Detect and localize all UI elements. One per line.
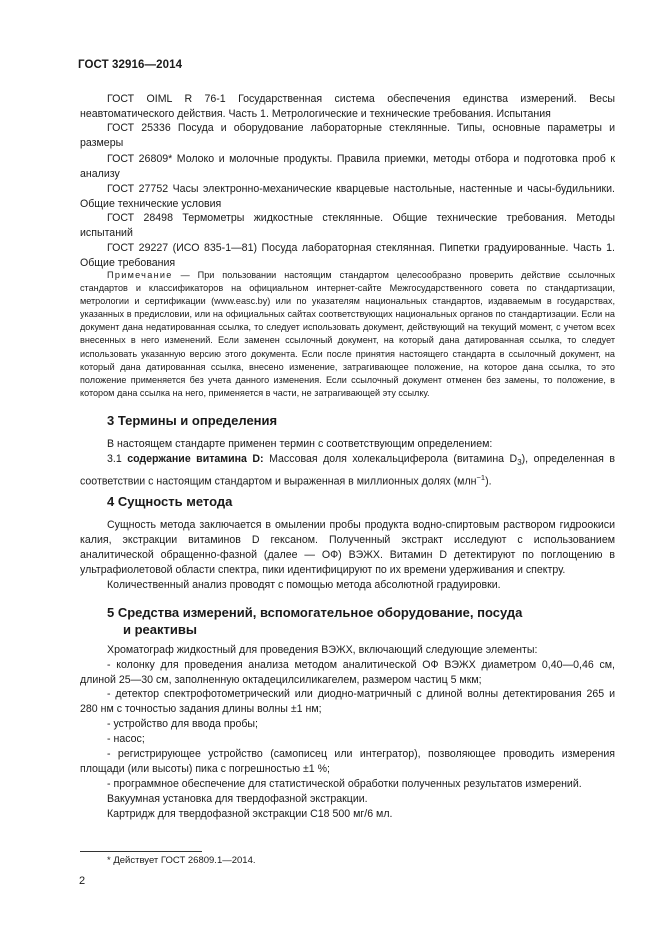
list-item-text: - колонку для проведения анализа методом аналитической ОФ ВЭЖХ диаметром 0,40—0,46 см, длиной 25—30 см, заполненную октадецилсиликагелем, размером частиц 5 мкм; — [80, 659, 615, 686]
list-item-text: - устройство для ввода пробы; — [107, 718, 258, 730]
term-def-sub: 3 — [517, 458, 522, 468]
ref-text: ГОСТ 29227 (ИСО 835-1—81) Посуда лабораторная стеклянная. Пипетки градуированные. Часть 1. Общие требования — [80, 242, 615, 269]
footnote-divider — [80, 851, 202, 852]
paragraph-text: Картридж для твердофазной экстракции С18 500 мг/6 мл. — [107, 808, 393, 820]
list-item — [80, 717, 615, 732]
list-item-text: - детектор спектрофотометрический или диодно-матричный с длиной волны детектирования 265 и 280 нм с точностью задания длины волны ±1 нм; — [80, 688, 615, 715]
term-number: 3.1 — [107, 453, 128, 465]
paragraph-text: Количественный анализ проводят с помощью метода абсолютной градуировки. — [107, 579, 501, 591]
note-text: — При пользовании настоящим стандартом целесообразно проверить действие ссылочных стандартов и классификаторов на официальном интернет-сайте Межгосударственного совета по стандартизации, метрологии и сертификации (www.easc.by) или по указателям национальных стандартов, издаваемым в государствах, указанных в предисловии, или на официальных сайтах соответствующих национальных органов по стандартизации. Если на документ дана недатированная ссылка, то следует использовать документ, действующий на текущий момент, с учетом всех внесенных в него изменений. Если заменен ссылочный документ, на который дана датированная ссылка, то следует использовать указанную версию этого документа. Если после принятия настоящего стандарта в ссылочный документ, на который дана датированная ссылка, внесено изменение, затрагивающее положение, на которое дана ссылка, то это положение применяется без учета данного изменения. Если ссылочный документ отменен без замены, то положение, в котором дана ссылка на него, применяется в части, не затрагивающей эту ссылку. — [80, 270, 615, 398]
paragraph-text: Вакуумная установка для твердофазной экстракции. — [107, 793, 368, 805]
list-item — [80, 777, 615, 792]
section-5-intro — [80, 643, 615, 658]
term-def-b: ), определенная в соответствии с настоящим стандартом и выраженная в миллионных долях (млн — [80, 453, 615, 488]
list-item — [80, 747, 615, 777]
intro-text: В настоящем стандарте применен термин с соответствующим определением: — [107, 438, 493, 450]
section-5-paragraph — [80, 792, 615, 807]
section-4-heading: 4 Сущность метода — [107, 494, 233, 509]
note-label: Примечание — [107, 270, 173, 280]
paragraph-text: Сущность метода заключается в омылении пробы продукта водно-спиртовым раствором гидроокиси калия, экстракции витаминов D гексаном. Полученный экстракт исследуют с использованием аналитической обращенно-фазной (далее — ОФ) ВЭЖХ. Витамин D детектируют по поглощению в ультрафиолетовой области спектра, пики идентифицируют по их времени удерживания и спектру. — [80, 519, 615, 576]
section-5-paragraph — [80, 807, 615, 822]
ref-text: ГОСТ OIML R 76-1 Государственная система обеспечения единства измерений. Весы неавтоматического действия. Часть 1. Метрологические и технические требования. Испытания — [80, 93, 615, 120]
page-number: 2 — [79, 875, 86, 887]
list-item — [80, 732, 615, 747]
ref-item — [80, 92, 615, 122]
section-5-heading — [107, 604, 522, 638]
ref-item — [80, 182, 615, 212]
note-block — [80, 269, 615, 400]
term-name: содержание витамина D: — [127, 453, 264, 465]
term-def-a: Массовая доля холекальциферола (витамина D — [263, 453, 518, 465]
ref-text: ГОСТ 26809* Молоко и молочные продукты. Правила приемки, методы отбора и подготовка проб к анализу — [80, 153, 615, 180]
section-4-paragraph — [80, 518, 615, 578]
ref-text: ГОСТ 28498 Термометры жидкостные стеклянные. Общие технические требования. Методы испытаний — [80, 212, 615, 239]
heading-line: 5 Средства измерений, вспомогательное оборудование, посуда — [107, 605, 523, 620]
section-4-paragraph — [80, 578, 615, 593]
heading-line: и реактивы — [123, 622, 197, 637]
ref-text: ГОСТ 27752 Часы электронно-механические кварцевые настольные, настенные и часы-будильники. Общие технические условия — [80, 183, 615, 210]
list-item — [80, 687, 615, 717]
list-item — [80, 658, 615, 688]
list-item-text: - насос; — [107, 733, 145, 745]
intro-text: Хроматограф жидкостный для проведения ВЭЖХ, включающий следующие элементы: — [107, 644, 538, 656]
section-3-heading: 3 Термины и определения — [107, 413, 278, 428]
list-item-text: - регистрирующее устройство (самописец или интегратор), позволяющее проводить измерения площади (или высоты) пика с погрешностью ±1 %; — [80, 748, 615, 775]
term-def-c: ). — [485, 475, 492, 488]
ref-item — [80, 121, 615, 151]
footnote: * Действует ГОСТ 26809.1—2014. — [107, 855, 256, 866]
list-item-text: - программное обеспечение для статистической обработки полученных результатов измерений. — [107, 778, 582, 790]
term-definition — [80, 452, 615, 490]
ref-item — [80, 152, 615, 182]
term-def-sup: −1 — [476, 473, 486, 483]
ref-item — [80, 211, 615, 241]
ref-item — [80, 241, 615, 271]
document-header: ГОСТ 32916—2014 — [78, 59, 183, 71]
ref-text: ГОСТ 25336 Посуда и оборудование лабораторные стеклянные. Типы, основные параметры и размеры — [80, 122, 615, 149]
section-3-intro — [80, 437, 615, 452]
